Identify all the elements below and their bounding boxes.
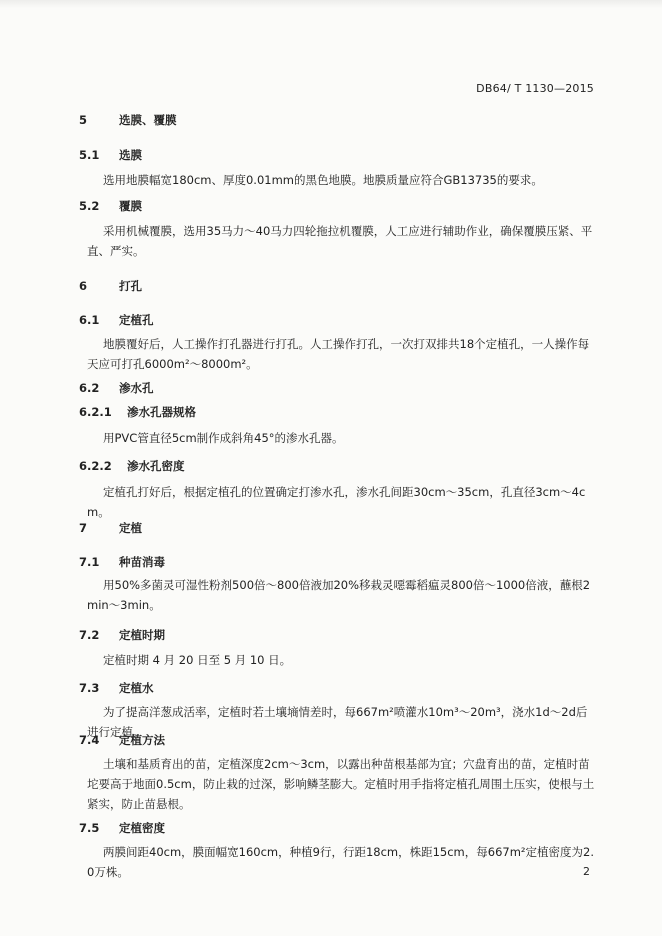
standard-code: DB64/ T 1130—2015 <box>476 82 594 95</box>
section-number: 7.5 <box>79 821 100 835</box>
section-5-1-heading <box>79 145 142 165</box>
section-title: 选膜、覆膜 <box>119 113 177 127</box>
section-7-3-text: 为了提高洋葱成活率，定植时若土壤墒情差时，每667m²喷灌水10m³～20m³，浇水1d～2d后进行定植。 <box>87 705 588 739</box>
section-title: 选膜 <box>119 148 142 162</box>
section-5-1-text: 选用地膜幅宽180cm、厚度0.01mm的黑色地膜。地膜质量应符合GB13735的要求。 <box>103 173 543 187</box>
section-6-1-heading <box>79 310 154 330</box>
section-7-1-text: 用50%多菌灵可湿性粉剂500倍～800倍液加20%移栽灵噁霉稻瘟灵800倍～1000倍液，蘸根2min～3min。 <box>87 578 591 612</box>
section-title: 定植密度 <box>119 821 165 835</box>
section-5-heading <box>79 110 177 130</box>
section-5-2-text: 采用机械覆膜，选用35马力～40马力四轮拖拉机覆膜，人工应进行辅助作业，确保覆膜压紧、平直、严实。 <box>87 224 593 258</box>
section-7-2-heading <box>79 625 165 645</box>
section-7-5-text: 两膜间距40cm，膜面幅宽160cm，种植9行，行距18cm，株距15cm，每667m²定植密度为2.0万株。 <box>87 845 594 879</box>
section-number: 5 <box>79 113 88 127</box>
section-title: 覆膜 <box>119 199 142 213</box>
section-7-4-text: 土壤和基质育出的苗，定植深度2cm～3cm，以露出种苗根基部为宜；穴盘育出的苗，定植时苗坨要高于地面0.5cm，防止栽的过深，影响鳞茎膨大。定植时用手指将定植孔周围土压实，使根与土紧实，防止苗悬根。 <box>87 757 595 811</box>
section-title: 定植孔 <box>119 313 154 327</box>
section-6-2-1-text: 用PVC管直径5cm制作成斜角45°的渗水孔器。 <box>103 431 344 445</box>
section-title: 定植时期 <box>119 628 165 642</box>
section-7-3-heading <box>79 678 154 698</box>
section-title: 渗水孔 <box>119 381 154 395</box>
section-title: 定植水 <box>119 681 154 695</box>
section-6-heading <box>79 276 142 296</box>
section-6-2-1-heading <box>79 402 196 422</box>
section-6-2-heading <box>79 378 154 398</box>
section-title: 定植 <box>119 521 142 535</box>
section-title: 打孔 <box>119 279 142 293</box>
section-7-4-heading <box>79 730 165 750</box>
section-number: 5.2 <box>79 199 100 213</box>
section-title: 定植方法 <box>119 733 165 747</box>
section-number: 7.4 <box>79 733 100 747</box>
section-number: 6.2.2 <box>79 459 112 473</box>
section-number: 6.2.1 <box>79 405 112 419</box>
section-6-2-2-text: 定植孔打好后，根据定植孔的位置确定打渗水孔，渗水孔间距30cm～35cm，孔直径3cm～4cm。 <box>87 485 586 519</box>
section-7-1-heading <box>79 552 165 572</box>
section-number: 7.2 <box>79 628 100 642</box>
section-title: 渗水孔密度 <box>127 459 185 473</box>
section-number: 6.2 <box>79 381 100 395</box>
section-7-heading <box>79 518 142 538</box>
section-7-5-heading <box>79 818 165 838</box>
section-title: 种苗消毒 <box>119 555 165 569</box>
section-number: 5.1 <box>79 148 100 162</box>
scan-edge-shadow <box>0 0 662 8</box>
section-number: 7 <box>79 521 88 535</box>
section-6-2-2-heading <box>79 456 185 476</box>
section-7-2-text: 定植时期 4 月 20 日至 5 月 10 日。 <box>103 653 292 667</box>
section-number: 6 <box>79 279 88 293</box>
section-number: 6.1 <box>79 313 100 327</box>
page-number: 2 <box>583 865 590 878</box>
section-title: 渗水孔器规格 <box>127 405 196 419</box>
section-6-1-text: 地膜覆好后，人工操作打孔器进行打孔。人工操作打孔，一次打双排共18个定植孔，一人操作每天应可打孔6000m²～8000m²。 <box>87 337 590 371</box>
section-number: 7.1 <box>79 555 100 569</box>
section-number: 7.3 <box>79 681 100 695</box>
section-5-2-heading <box>79 196 142 216</box>
